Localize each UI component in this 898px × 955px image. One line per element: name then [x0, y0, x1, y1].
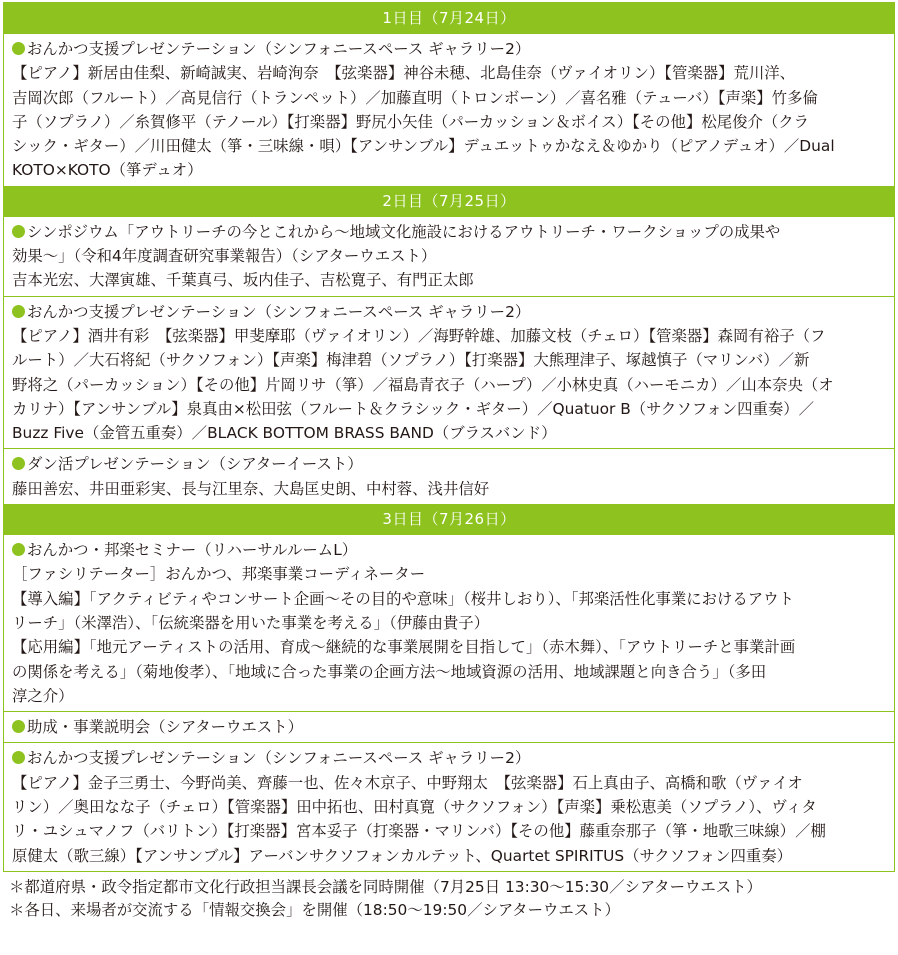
schedule-table	[3, 2, 895, 872]
session-title-line	[12, 300, 886, 324]
bullet-icon	[12, 720, 25, 733]
session-title: おんかつ支援プレゼンテーション（シンフォニースペース ギャラリー2）	[27, 302, 531, 321]
bullet-icon	[12, 305, 25, 318]
session-title: ダン活プレゼンテーション（シアターイースト）	[27, 455, 363, 474]
bullet-icon	[12, 225, 25, 238]
session-detail-line: ルート）／大石将紀（サクソフォン）【声楽】梅津碧（ソプラノ）【打楽器】大熊理津子、塚越慎子（マリンバ）／新	[12, 351, 810, 370]
session-title: シンポジウム「アウトリーチの今とこれから～地域文化施設におけるアウトリーチ・ワークショップの成果や	[27, 222, 781, 241]
session-block	[4, 535, 894, 711]
session-detail-line: 【ピアノ】酒井有彩 【弦楽器】甲斐摩耶（ヴァイオリン）／海野幹雄、加藤文枝（チェロ）【管楽器】森岡有裕子（フ	[12, 326, 826, 345]
session-title-line	[12, 715, 886, 739]
bullet-icon	[12, 543, 25, 556]
footnote: ＊都道府県・政令指定都市文化行政担当課長会議を同時開催（7月25日 13:30～15:30／シアターウエスト）	[9, 877, 762, 896]
session-block	[4, 448, 894, 504]
session-detail-line: 【導入編】「アクティビティやコンサート企画～その目的や意味」（桜井しおり）、「邦楽活性化事業におけるアウト	[12, 589, 794, 608]
session-detail-line: シック・ギター）／川田健太（箏・三味線・唄）【アンサンブル】デュエットゥかなえ＆ゆかり（ピアノデュオ）／Dual	[12, 137, 835, 156]
session-title-line	[12, 452, 886, 476]
session-detail-line: Buzz Five（金管五重奏）／BLACK BOTTOM BRASS BAND（ブラスバンド）	[12, 424, 557, 443]
session-detail-line: 吉本光宏、大澤寅雄、千葉真弓、坂内佳子、吉松寛子、有門正太郎	[12, 271, 474, 290]
session-detail-line: 【応用編】「地元アーティストの活用、育成～継続的な事業展開を目指して」（赤木舞）、「アウトリーチと事業計画	[12, 638, 796, 657]
session-detail-line: 吉岡次郎（フルート）／高見信行（トランペット）／加藤直明（トロンボーン）／喜名雅（テューバ）【声楽】竹多倫	[12, 88, 818, 107]
footnotes	[3, 872, 895, 923]
session-block	[4, 296, 894, 449]
session-title: 助成・事業説明会（シアターウエスト）	[27, 718, 303, 737]
session-detail-line: KOTO×KOTO（箏デュオ）	[12, 161, 203, 180]
bullet-icon	[12, 751, 25, 764]
footnote: ＊各日、来場者が交流する「情報交換会」を開催（18:50～19:50／シアターウエスト）	[9, 901, 620, 920]
session-title-line	[12, 220, 886, 244]
day-header: 1日目（7月24日）	[4, 3, 894, 34]
day-header: 3日目（7月26日）	[4, 504, 894, 535]
session-detail-line: カリナ）【アンサンブル】泉真由×松田弦（フルート＆クラシック・ギター）／Quatuor B（サクソフォン四重奏）／	[12, 399, 815, 418]
session-detail-line: 効果～」（令和4年度調査研究事業報告）（シアターウエスト）	[12, 247, 437, 266]
session-title: おんかつ支援プレゼンテーション（シンフォニースペース ギャラリー2）	[27, 40, 531, 58]
session-block	[4, 711, 894, 742]
session-detail-line: リ・ユシュマノフ（バリトン）【打楽器】宮本妥子（打楽器・マリンバ）【その他】藤重奈那子（箏・地歌三味線）／棚	[12, 822, 826, 841]
session-detail-line: 【ピアノ】金子三勇士、今野尚美、齊藤一也、佐々木京子、中野翔太 【弦楽器】石上真由子、高橋和歌（ヴァイオ	[12, 773, 803, 792]
session-detail-line: の関係を考える」（菊地俊孝）、「地域に合った事業の企画方法～地域資源の活用、地域課題と向き合う」（多田	[12, 662, 767, 681]
session-detail-line: ［ファシリテーター］おんかつ、邦楽事業コーディネーター	[12, 565, 426, 584]
day-header: 2日目（7月25日）	[4, 186, 894, 217]
session-title-line	[12, 37, 886, 61]
session-detail-line: リーチ」（米澤浩）、「伝統楽器を用いた事業を考える」（伊藤由貴子）	[12, 613, 490, 632]
session-detail-line: 淳之介）	[12, 686, 74, 705]
session-detail-line: 藤田善宏、井田亜彩実、長与江里奈、大島匡史朗、中村蓉、浅井信好	[12, 479, 490, 498]
bullet-icon	[12, 457, 25, 470]
session-detail-line: リン）／奥田なな子（チェロ）【管楽器】田中拓也、田村真寛（サクソフォン）【声楽】乗松恵美（ソプラノ）、ヴィタ	[12, 798, 817, 817]
session-block	[4, 34, 894, 186]
session-title: おんかつ・邦楽セミナー（リハーサルルームL）	[27, 541, 358, 560]
session-detail-line: 子（ソプラノ）／糸賀修平（テノール）【打楽器】野尻小矢佳（パーカッション＆ボイス）【その他】松尾俊介（クラ	[12, 112, 810, 131]
session-title-line	[12, 538, 886, 562]
session-detail-line: 野将之（パーカッション）【その他】片岡リサ（箏）／福島青衣子（ハープ）／小林史真（ハーモニカ）／山本奈央（オ	[12, 375, 834, 394]
session-detail-line: 原健太（歌三線）【アンサンブル】アーバンサクソフォンカルテット、Quartet SPIRITUS（サクソフォン四重奏）	[12, 846, 793, 865]
session-title: おんかつ支援プレゼンテーション（シンフォニースペース ギャラリー2）	[27, 749, 531, 768]
session-detail-line: 【ピアノ】新居由佳梨、新崎誠実、岩崎洵奈 【弦楽器】神谷未穂、北島佳奈（ヴァイオリン）【管楽器】荒川洋、	[12, 64, 796, 83]
session-block	[4, 742, 894, 870]
session-block	[4, 217, 894, 296]
bullet-icon	[12, 42, 25, 55]
session-title-line	[12, 746, 886, 770]
